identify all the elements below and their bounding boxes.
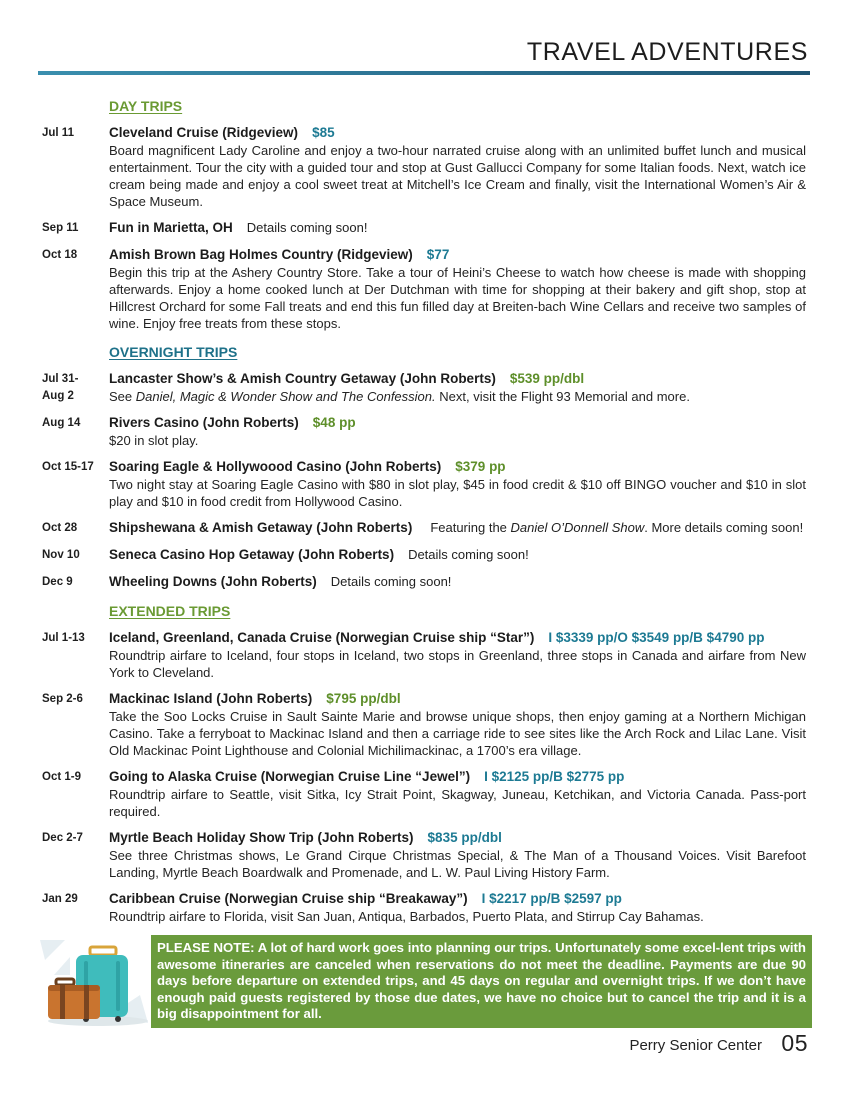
trip-price: $795 pp/dbl	[326, 691, 401, 706]
trip-date: Jan 29	[42, 893, 78, 905]
trip-date: Sep 2-6	[42, 693, 83, 705]
trip-entry	[0, 829, 848, 881]
trip-date: Dec 2-7	[42, 832, 83, 844]
trip-description: Board magnificent Lady Caroline and enjoy a two-hour narrated cruise along with an unlimited buffet lunch and musical entertainment. Tour the city with a guided tour and stop at Gust Gallucci Company for some Italian foods. Next, watch ice cream being made and enjoy a cool sweet treat at Mitchell’s Ice Cream and finally, visit the International Women’s Air & Space Museum.	[109, 143, 806, 209]
trip-entry	[0, 890, 848, 925]
trip-title-line	[109, 519, 806, 536]
trip-date: Oct 18	[42, 249, 78, 261]
trip-date: Sep 11	[42, 222, 79, 234]
trip-price: I $2125 pp/B $2775 pp	[484, 769, 625, 784]
trip-listing	[0, 98, 848, 934]
trip-description: See Daniel, Magic & Wonder Show and The Confession. Next, visit the Flight 93 Memorial and more.	[109, 389, 690, 404]
trip-title: Myrtle Beach Holiday Show Trip (John Roberts)	[109, 830, 414, 845]
trip-entry	[0, 246, 848, 332]
trip-note: Featuring the Daniel O’Donnell Show. More details coming soon!	[430, 520, 804, 535]
trip-price: $85	[312, 125, 335, 140]
trip-description: Roundtrip airfare to Florida, visit San Juan, Antiqua, Barbados, Puerto Plata, and Stirrup Cay Bahamas.	[109, 909, 704, 924]
luggage-icon	[40, 935, 150, 1028]
trip-entry	[0, 573, 848, 591]
trip-description: $20 in slot play.	[109, 433, 199, 448]
trip-title: Going to Alaska Cruise (Norwegian Cruise Line “Jewel”)	[109, 769, 471, 784]
section-heading-day-trips: DAY TRIPS	[109, 98, 183, 114]
page-number: 05	[781, 1030, 808, 1056]
page-title: TRAVEL ADVENTURES	[526, 38, 808, 66]
trip-price: $379 pp	[455, 459, 506, 474]
trip-date: Nov 10	[42, 549, 80, 561]
trip-date: Aug 14	[42, 417, 81, 429]
trip-date-end: Aug 2	[42, 390, 74, 402]
notice-text: PLEASE NOTE: A lot of hard work goes into planning our trips. Unfortunately some excel-lent trips with awesome itineraries are canceled when reservations do not meet the deadline. Payments are due 90 days before departure on extended trips, and 45 days on regular and overnight trips. If we don’t have enough paid guests registered by those due dates, we have no choice but to cancel the trip and it is a big disappointment for all.	[151, 935, 812, 1028]
trip-title: Iceland, Greenland, Canada Cruise (Norwegian Cruise ship “Star”)	[109, 630, 535, 645]
trip-price: $48 pp	[312, 415, 356, 430]
footer-org-name: Perry Senior Center	[629, 1037, 762, 1054]
trip-title: Shipshewana & Amish Getaway (John Roberts)	[109, 520, 413, 535]
trip-title: Soaring Eagle & Hollywoood Casino (John Roberts)	[109, 459, 442, 474]
trip-title: Mackinac Island (John Roberts)	[109, 691, 313, 706]
trip-price: $539 pp/dbl	[509, 371, 585, 386]
trip-entry	[0, 629, 848, 681]
trip-title: Rivers Casino (John Roberts)	[109, 415, 299, 430]
section-heading-extended-trips: EXTENDED TRIPS	[109, 603, 231, 619]
notice-panel	[40, 935, 812, 1028]
trip-note: Details coming soon!	[330, 574, 452, 589]
trip-entry	[0, 546, 848, 564]
trip-note: Details coming soon!	[408, 547, 529, 562]
trip-date: Jul 1-13	[42, 632, 85, 644]
trip-entry	[0, 690, 848, 759]
trip-title: Fun in Marietta, OH	[109, 220, 233, 235]
trip-date	[0, 370, 109, 405]
pattern-icon	[40, 940, 65, 960]
header-divider	[38, 71, 810, 75]
trip-entry	[0, 519, 848, 537]
trip-description: See three Christmas shows, Le Grand Cirque Christmas Special, & The Man of a Thousand Voices. Visit Barefoot Landing, Myrtle Beach Boardwalk and Promenade, and L. W. Paul Living History Farm.	[109, 848, 806, 880]
trip-description: Roundtrip airfare to Iceland, four stops in Iceland, two stops in Greenland, three stops in Canada and airfare from New York to Cleveland.	[109, 648, 806, 680]
trip-entry	[0, 768, 848, 820]
trip-title: Lancaster Show’s & Amish Country Getaway (John Roberts)	[109, 371, 496, 386]
trip-description: Roundtrip airfare to Seattle, visit Sitka, Icy Strait Point, Skagway, Juneau, Ketchikan, and Victoria Canada. Pass-port required.	[109, 787, 806, 819]
trip-price: I $2217 pp/B $2597 pp	[481, 891, 622, 906]
trip-title: Cleveland Cruise (Ridgeview)	[109, 125, 299, 140]
trip-entry	[0, 414, 848, 449]
trip-date: Oct 15-17	[42, 461, 94, 473]
trip-date: Oct 1-9	[42, 771, 81, 783]
trip-entry	[0, 219, 848, 237]
trip-price: $835 pp/dbl	[427, 830, 502, 845]
trip-date: Oct 28	[42, 522, 78, 534]
trip-title: Amish Brown Bag Holmes Country (Ridgeview)	[109, 247, 413, 262]
trip-price: I $3339 pp/O $3549 pp/B $4790 pp	[548, 630, 765, 645]
trip-price: $77	[426, 247, 450, 262]
trip-title: Caribbean Cruise (Norwegian Cruise ship “Breakaway”)	[109, 891, 468, 906]
trip-note: Details coming soon!	[246, 220, 368, 235]
trip-title: Wheeling Downs (John Roberts)	[109, 574, 317, 589]
trip-description: Begin this trip at the Ashery Country Store. Take a tour of Heini’s Cheese to watch how cheese is made with shopping afterwards. Enjoy a home cooked lunch at Der Dutchman with time for shopping at their bakery and gift shop, stop at Hillcrest Orchard for some Fall treats and end this fun filled day at Breiten-bach Wine Cellars and receive two samples of wine. Enjoy free treats from these stops.	[109, 265, 806, 331]
section-heading-overnight-trips: OVERNIGHT TRIPS	[109, 344, 238, 360]
trip-entry	[0, 458, 848, 510]
trip-title: Seneca Casino Hop Getaway (John Roberts)	[109, 547, 395, 562]
trip-description: Two night stay at Soaring Eagle Casino with $80 in slot play, $45 in food credit & $10 off BINGO voucher and $10 in slot play and $10 in food credit from Hollywood Casino.	[109, 477, 806, 509]
trip-date: Jul 11	[42, 127, 74, 139]
trip-date-start: Jul 31-	[42, 373, 79, 385]
trip-description: Take the Soo Locks Cruise in Sault Sainte Marie and browse unique shops, then enjoy gaming at a Northern Michigan Casino. Take a ferryboat to Mackinac Island and then a carriage ride to see sites like the Arch Rock and Lilac Lane. Visit Old Mackinac Point Lighthouse and Colonial Michilimackinac, a 1700’s era village.	[109, 709, 806, 758]
trip-entry	[0, 124, 848, 210]
trip-date: Dec 9	[42, 576, 73, 588]
trip-entry	[0, 370, 848, 405]
